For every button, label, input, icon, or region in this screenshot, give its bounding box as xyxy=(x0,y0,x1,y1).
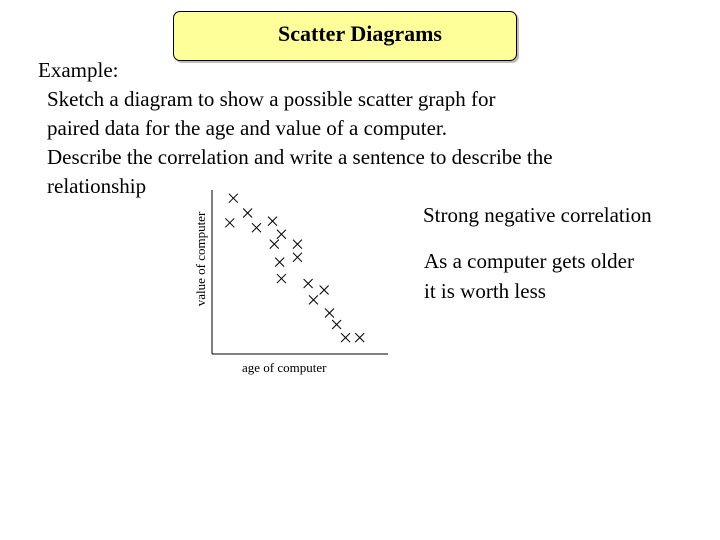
data-point-4 xyxy=(252,223,261,232)
data-point-9 xyxy=(293,240,302,249)
problem-line-1: Sketch a diagram to show a possible scatter graph for xyxy=(47,87,496,111)
data-point-11 xyxy=(277,274,286,283)
data-point-3 xyxy=(243,208,252,217)
relationship-line-1: As a computer gets older xyxy=(424,249,634,273)
y-axis-label: value of computer xyxy=(193,211,208,307)
x-axis-label: age of computer xyxy=(242,360,327,375)
example-heading: Example: xyxy=(38,58,119,82)
problem-line-3: Describe the correlation and write a sentence to describe the xyxy=(47,145,553,169)
data-point-17 xyxy=(341,333,350,342)
correlation-answer: Strong negative correlation xyxy=(423,203,652,227)
data-point-13 xyxy=(320,286,329,295)
data-point-14 xyxy=(309,295,318,304)
data-point-2 xyxy=(225,218,234,227)
data-point-10 xyxy=(293,253,302,262)
data-point-15 xyxy=(325,309,334,318)
data-point-7 xyxy=(270,240,279,249)
relationship-line-2: it is worth less xyxy=(424,279,546,303)
data-point-12 xyxy=(304,279,313,288)
data-point-18 xyxy=(355,333,364,342)
data-point-8 xyxy=(275,258,284,267)
slide-title: Scatter Diagrams xyxy=(278,21,442,46)
problem-line-2: paired data for the age and value of a computer. xyxy=(47,116,447,140)
data-point-16 xyxy=(332,320,341,329)
scatter-points xyxy=(225,194,364,342)
data-point-1 xyxy=(229,194,238,203)
data-point-6 xyxy=(277,230,286,239)
problem-line-4: relationship xyxy=(47,174,147,198)
data-point-5 xyxy=(268,217,277,226)
